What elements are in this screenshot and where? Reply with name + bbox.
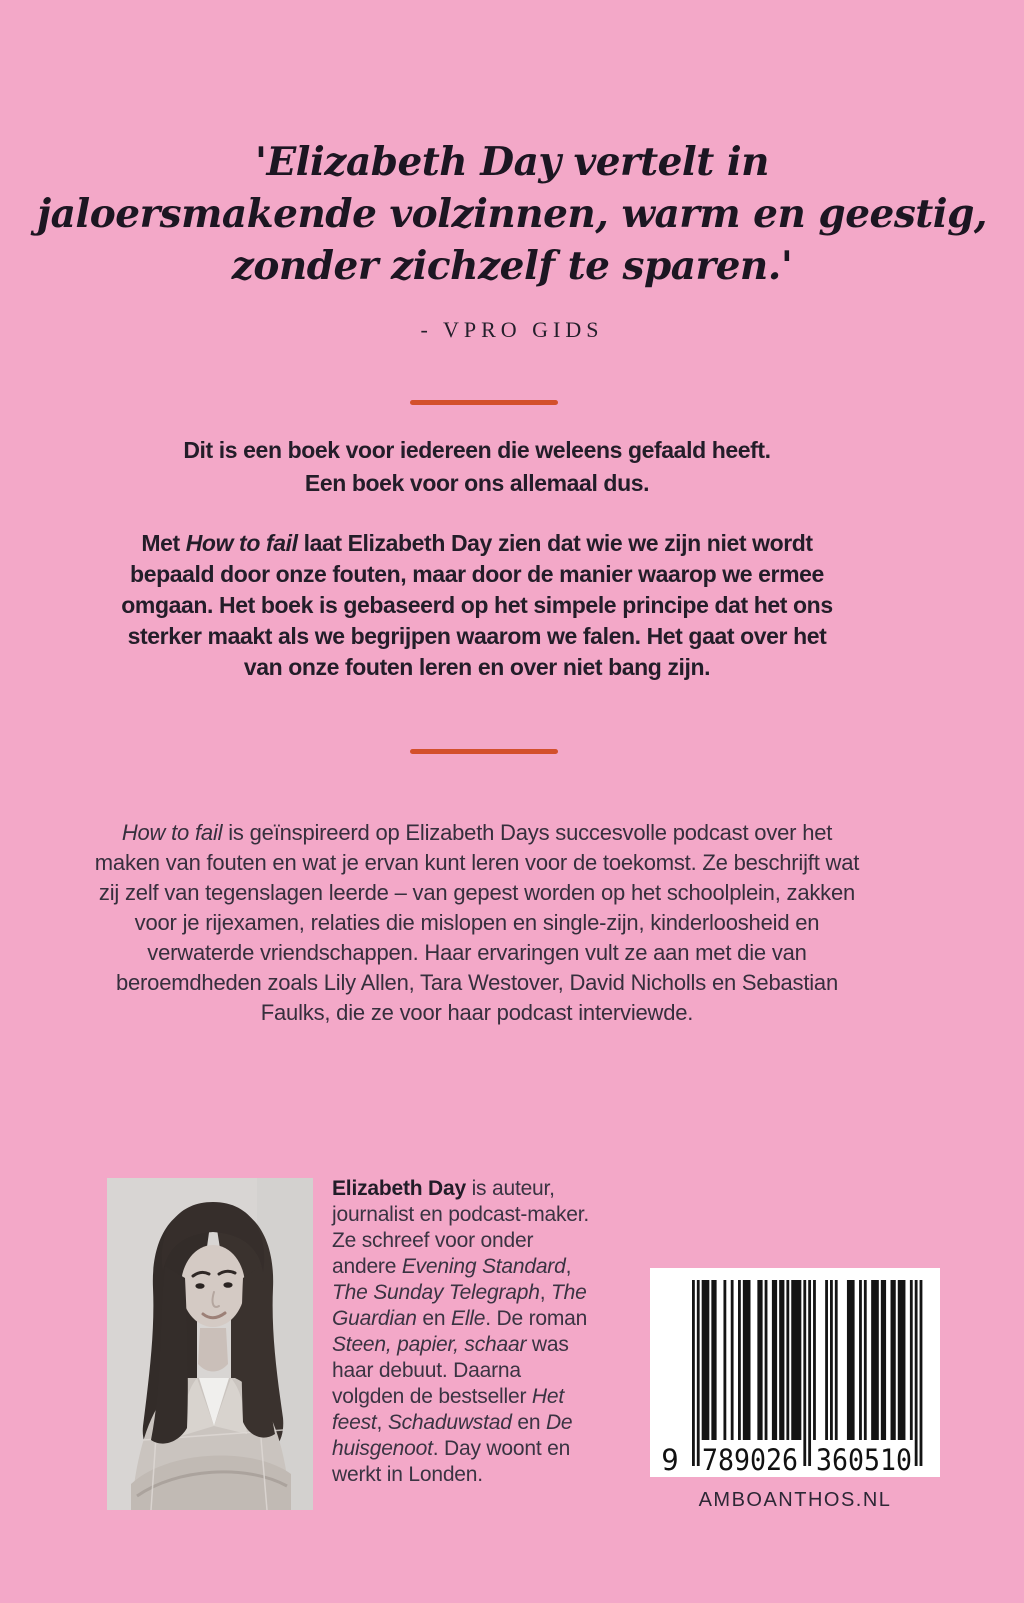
- press-quote-line-3: zonder zichzelf te sparen.': [231, 243, 793, 289]
- isbn-barcode: [650, 1268, 940, 1477]
- author-photo: [107, 1178, 313, 1510]
- intro-paragraph: [112, 434, 842, 500]
- author-portrait-illustration: [107, 1178, 313, 1510]
- press-quote-attribution: - VPRO GIDS: [420, 317, 604, 342]
- author-bio: Elizabeth Day is auteur, journalist en podcast-maker. Ze schreef voor onder andere Evening Standard, The Sunday Telegraph, The Guardian en Elle. De roman Steen, papier, schaar was haar debuut. Daarna volgden de bestseller Het feest, Schaduwstad en De huisgenoot. Day woont en werkt in Londen.: [332, 1177, 590, 1486]
- press-quote-line-1: 'Elizabeth Day vertelt in: [255, 139, 769, 185]
- press-quote-line-2: jaloersmakende volzinnen, warm en geestig,: [37, 191, 987, 237]
- svg-text:789026: 789026: [702, 1443, 798, 1477]
- divider-bottom: [410, 749, 558, 754]
- podcast-paragraph: How to fail is geïnspireerd op Elizabeth Days succesvolle podcast over het maken van fouten en wat je ervan kunt leren voor de toekomst. Ze beschrijft wat zij zelf van tegenslagen leerde – van gepest worden op het schoolplein, zakken voor je rijexamen, relaties die mislopen en single-zijn, kinderloosheid en verwaterde vriendschappen. Haar ervaringen vult ze aan met die van beroemdheden zoals Lily Allen, Tara Westover, David Nicholls en Sebastian Faulks, die ze voor haar podcast interviewde.: [94, 820, 860, 1025]
- intro-line-2: Een boek voor ons allemaal dus.: [304, 470, 650, 496]
- intro-line-1: Dit is een boek voor iedereen die weleens gefaald heeft.: [183, 437, 771, 463]
- barcode-bars: [650, 1268, 940, 1477]
- divider-top: [410, 400, 558, 405]
- svg-text:360510: 360510: [816, 1443, 912, 1477]
- publisher-website: AMBOANTHOS.NL: [698, 1489, 892, 1511]
- svg-text:9: 9: [661, 1443, 679, 1477]
- press-quote: [0, 136, 1024, 356]
- synopsis-paragraph: Met How to fail laat Elizabeth Day zien dat wie we zijn niet wordt bepaald door onze fouten, maar door de manier waarop we ermee omgaan. Het boek is gebaseerd op het simpele principe dat het ons sterker maakt als we begrijpen waarom we falen. Het gaat over het van onze fouten leren en over niet bang zijn.: [121, 530, 833, 680]
